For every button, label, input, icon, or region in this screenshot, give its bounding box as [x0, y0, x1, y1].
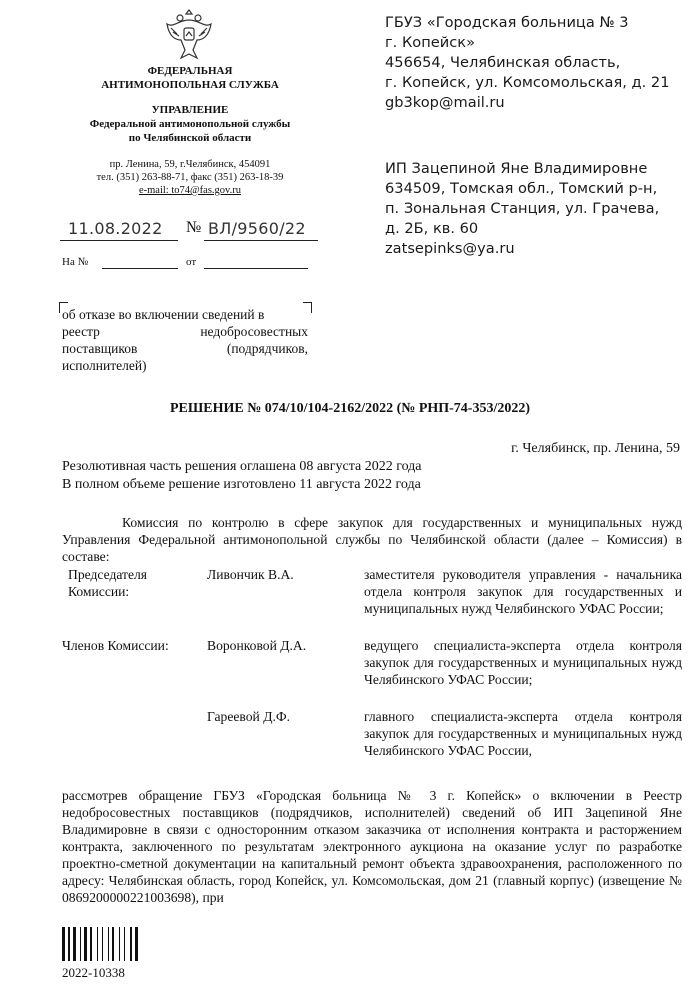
subject-line: об отказе во включении сведений в: [62, 307, 265, 322]
barcode-bar: [108, 927, 109, 961]
outgoing-number: ВЛ/9560/22: [208, 219, 306, 238]
commission-intro: Комиссия по контролю в сфере закупок для государственных и муниципальных нужд Управления Федеральной антимонопольной службы по Челябинской области (далее – Комиссия) в составе:: [62, 515, 682, 564]
barcode-bar: [62, 927, 65, 961]
members-role: Членов Комиссии:: [62, 638, 169, 653]
recipient-line: д. 2Б, кв. 60: [385, 220, 479, 237]
barcode-bar: [130, 927, 132, 961]
outgoing-date: 11.08.2022: [68, 219, 163, 238]
subject-word: недобросовестных: [200, 324, 308, 339]
barcode-bar: [112, 927, 114, 961]
barcode-number: 2022-10338: [62, 965, 125, 980]
barcode-bar: [90, 927, 92, 961]
number-sign: №: [186, 219, 202, 236]
recipient-line: ИП Зацепиной Яне Владимировне: [385, 160, 648, 177]
org-address: пр. Ленина, 59, г.Челябинск, 454091: [109, 159, 271, 170]
decision-title: РЕШЕНИЕ № 074/10/104-2162/2022 (№ РНП-74-353/2022): [169, 401, 531, 416]
barcode: [62, 927, 172, 961]
body-paragraph: рассмотрев обращение ГБУЗ «Городская больница № 3 г. Копейск» о включении в Реестр недобросовестных поставщиков (подрядчиков, исполнителей) сведений об ИП Зацепиной Яне Владимировне в связи с односторонним отказом заказчика от исполнения контракта и расторжением контракта, заключенного по результатам электронного аукциона на оказание услуг по разработке проектно-сметной документации на капитальный ремонт объекта здравоохранения, расположенного по адресу: Челябинская область, город Копейск, ул. Комсомольская, дом 21 (главный корпус) (извещение № 0869200000221003698), при: [62, 788, 682, 905]
recipient-line: г. Копейск, ул. Комсомольская, д. 21: [385, 74, 670, 91]
member2-name: Гареевой Д.Ф.: [207, 709, 291, 724]
department-name: [40, 103, 340, 145]
recipient-hospital: [385, 13, 670, 113]
chair-role: [62, 566, 147, 600]
recipient-line: ГБУЗ «Городская больница № 3: [385, 14, 629, 31]
chair-name: Ливончик В.А.: [207, 567, 294, 582]
chair-role-line: Комиссии:: [68, 584, 130, 599]
recipient-email: gb3kop@mail.ru: [385, 94, 505, 111]
org-name: [60, 64, 320, 92]
org-name-line2: АНТИМОНОПОЛЬНАЯ СЛУЖБА: [101, 79, 279, 91]
recipient-email: zatsepinks@ya.ru: [385, 240, 515, 257]
member2-position: главного специалиста-эксперта отдела контроля закупок для государственных и муниципальных нужд Челябинского УФАС России,: [364, 709, 682, 758]
number-underline: [204, 240, 318, 241]
ref-number-line: [102, 268, 178, 269]
dept-line3: по Челябинской области: [128, 132, 252, 144]
barcode-bar: [119, 927, 120, 961]
recipient-line: 634509, Томская обл., Томский р-н,: [385, 180, 658, 197]
contact-block: [40, 158, 340, 197]
chair-position: заместителя руководителя управления - начальника отдела контроля закупок для государственных и муниципальных нужд Челябинского УФАС России;: [364, 567, 682, 616]
barcode-bar: [68, 927, 70, 961]
member1-name: Воронковой Д.А.: [207, 638, 307, 653]
recipient-line: п. Зональная Станция, ул. Грачева,: [385, 200, 660, 217]
barcode-bar: [135, 927, 138, 961]
recipient-line: г. Копейск»: [385, 34, 476, 51]
made-date-line: В полном объеме решение изготовлено 11 августа 2022 года: [62, 477, 421, 492]
org-email: e-mail: to74@fas.gov.ru: [138, 185, 241, 196]
dept-line2: Федеральной антимонопольной службы: [89, 118, 291, 130]
date-underline: [60, 240, 178, 241]
chair-role-line: Председателя: [68, 567, 148, 582]
barcode-bar: [80, 927, 81, 961]
subject-line: исполнителей): [62, 358, 147, 373]
member1-position: ведущего специалиста-эксперта отдела контроля закупок для государственных и муниципальных нужд Челябинского УФАС России;: [364, 638, 682, 687]
announced-date-line: Резолютивная часть решения оглашена 08 августа 2022 года: [62, 459, 422, 474]
ref-label: На №: [62, 256, 89, 268]
subject-word: реестр: [62, 324, 100, 339]
barcode-bar: [124, 927, 125, 961]
ref-date-line: [204, 268, 308, 269]
coat-of-arms-emblem: [163, 6, 215, 64]
barcode-bar: [84, 927, 87, 961]
barcode-bar: [97, 927, 98, 961]
subject-word: (подрядчиков,: [226, 341, 308, 356]
recipient-entrepreneur: [385, 159, 659, 259]
subject-word: поставщиков: [62, 341, 138, 356]
ref-from-label: от: [186, 256, 197, 268]
barcode-bar: [102, 927, 103, 961]
org-phones: тел. (351) 263-88-71, факс (351) 263-18-39: [96, 172, 284, 183]
subject-block: [62, 306, 308, 374]
barcode-bar: [73, 927, 76, 961]
org-name-line1: ФЕДЕРАЛЬНАЯ: [147, 65, 233, 77]
decision-place: г. Челябинск, пр. Ленина, 59: [511, 441, 680, 456]
recipient-line: 456654, Челябинская область,: [385, 54, 621, 71]
dept-line1: УПРАВЛЕНИЕ: [151, 104, 229, 116]
decision-dates: [62, 458, 422, 494]
